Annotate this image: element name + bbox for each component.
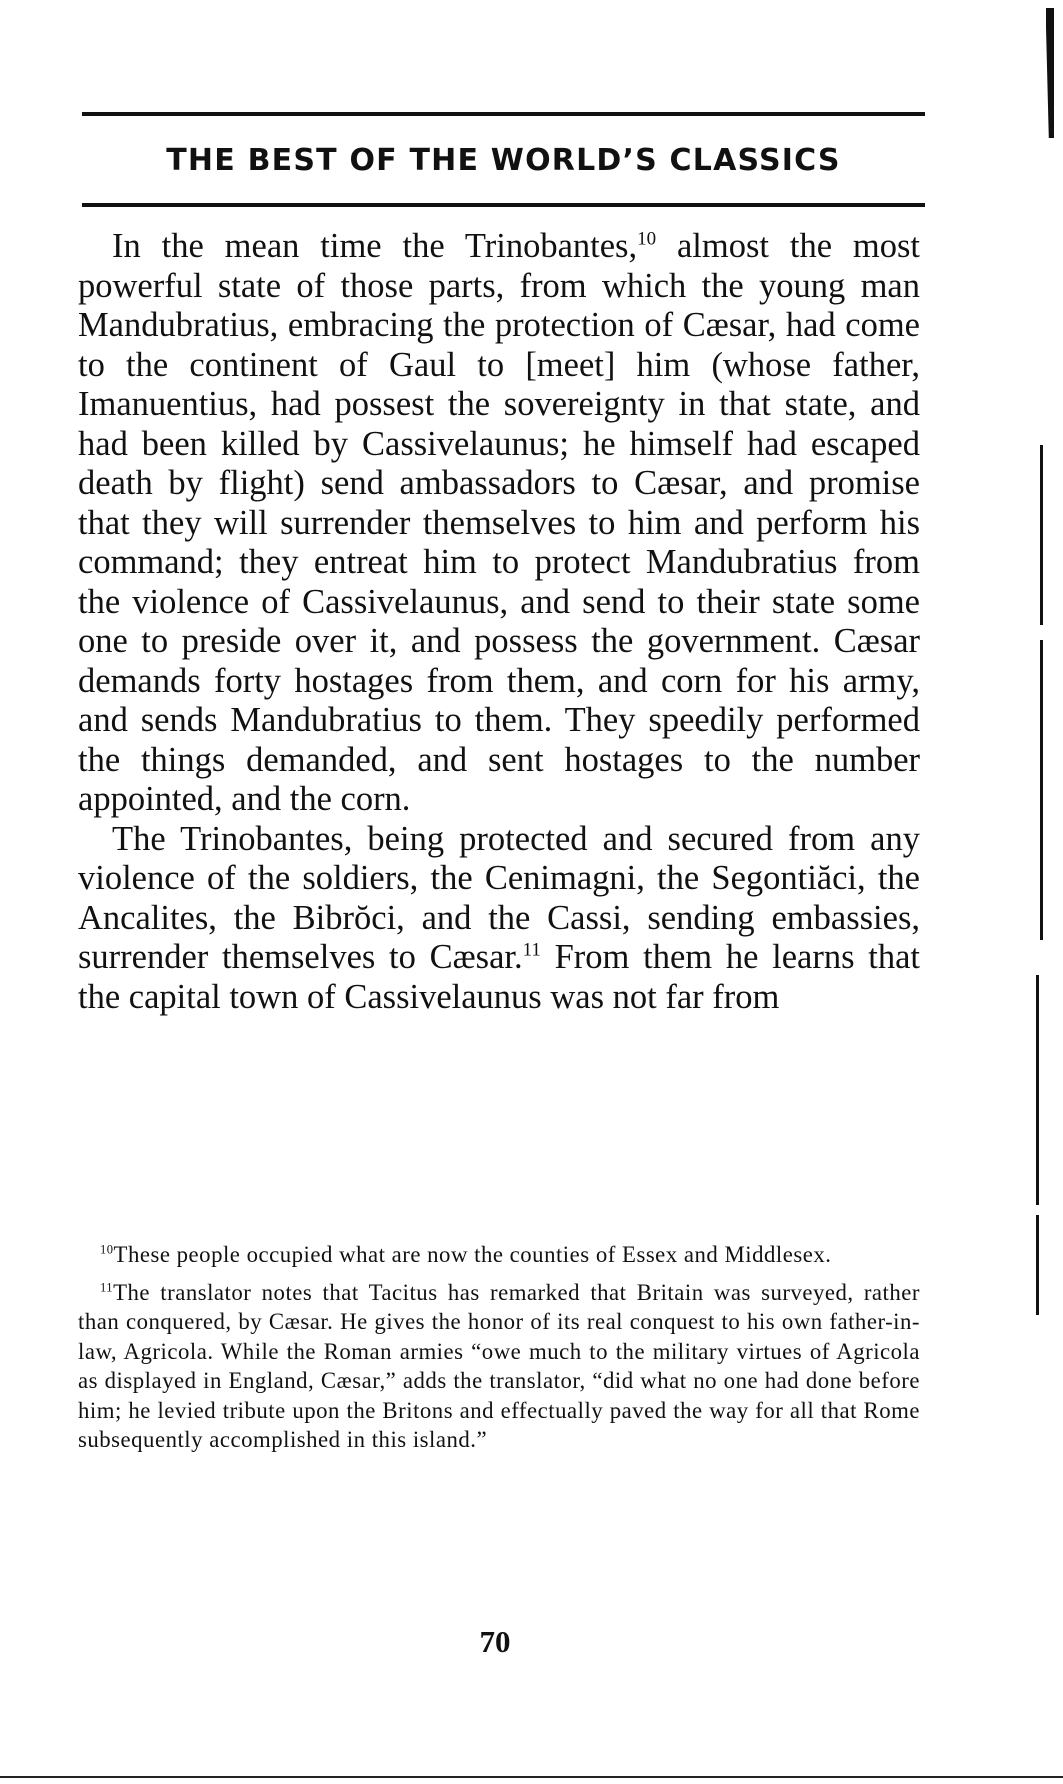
footnote — [78, 1278, 920, 1455]
footnote-text: The translator notes that Tacitus has remarked that Britain was surveyed, rather than conquered, by Cæsar. He gives the honor of its real conquest to his own father-in-law, Agricola. While the Roman armies “owe much to the military virtues of Agricola as displayed in England, Cæsar,” adds the translator, “did what no one had done before him; he levied tribute upon the Britons and effectually paved the way for all that Rome subsequently accomplished in this island.” — [78, 1279, 920, 1452]
page-edge-mark — [1046, 8, 1054, 138]
page-bottom-edge — [0, 1776, 1063, 1778]
page-number: 70 — [479, 1624, 511, 1659]
paragraph-text: From them he learns that the capital town of Cassivelaunus was not far from — [78, 938, 921, 1016]
body-text — [78, 227, 920, 1017]
paragraph-text: The Trinobantes, being protected and secured from any violence of the soldiers, the Cenimagni, the Segontiăci, the Ancalites, the Bibrŏci, and the Cassi, sending embassies, surrender themselves to Cæsar. — [78, 819, 920, 976]
page-edge-line — [1036, 975, 1039, 1205]
footnote — [78, 1240, 920, 1270]
paragraph — [78, 820, 920, 1018]
header-rule-bottom — [82, 203, 925, 207]
footnotes — [78, 1240, 920, 1463]
paragraph-text: almost the most powerful state of those parts, from which the young man Mandubratius, embracing the protection of Cæsar, had come to the continent of Gaul to [meet] him (whose father, Imanuentius, had possest the sovereignty in that state, and had been killed by Cassivelaunus; he himself had escaped death by flight) send ambassadors to Cæsar, and promise that they will surrender themselves to him and perform his command; they entreat him to protect Mandubratius from the violence of Cassivelaunus, and send to their state some one to preside over it, and possess the government. Cæsar demands forty hostages from them, and corn for his army, and sends Mandubratius to them. They speedily performed the things demanded, and sent hostages to the number appointed, and the corn. — [78, 227, 920, 818]
footnote-number: 10 — [100, 1242, 114, 1257]
page-edge-line — [1036, 1215, 1039, 1315]
footnote-text: These people occupied what are now the counties of Essex and Middlesex. — [113, 1242, 832, 1267]
page-edge-line — [1040, 640, 1043, 940]
paragraph — [78, 227, 920, 820]
footnote-reference[interactable]: 11 — [522, 939, 541, 961]
footnote-number: 11 — [100, 1279, 114, 1294]
footnote-reference[interactable]: 10 — [637, 228, 657, 250]
paragraph-text: In the mean time the Trinobantes, — [112, 227, 638, 265]
running-head: THE BEST OF THE WORLD’S CLASSICS — [166, 143, 841, 178]
page-edge-line — [1040, 445, 1043, 625]
header-rule-top — [82, 112, 925, 116]
